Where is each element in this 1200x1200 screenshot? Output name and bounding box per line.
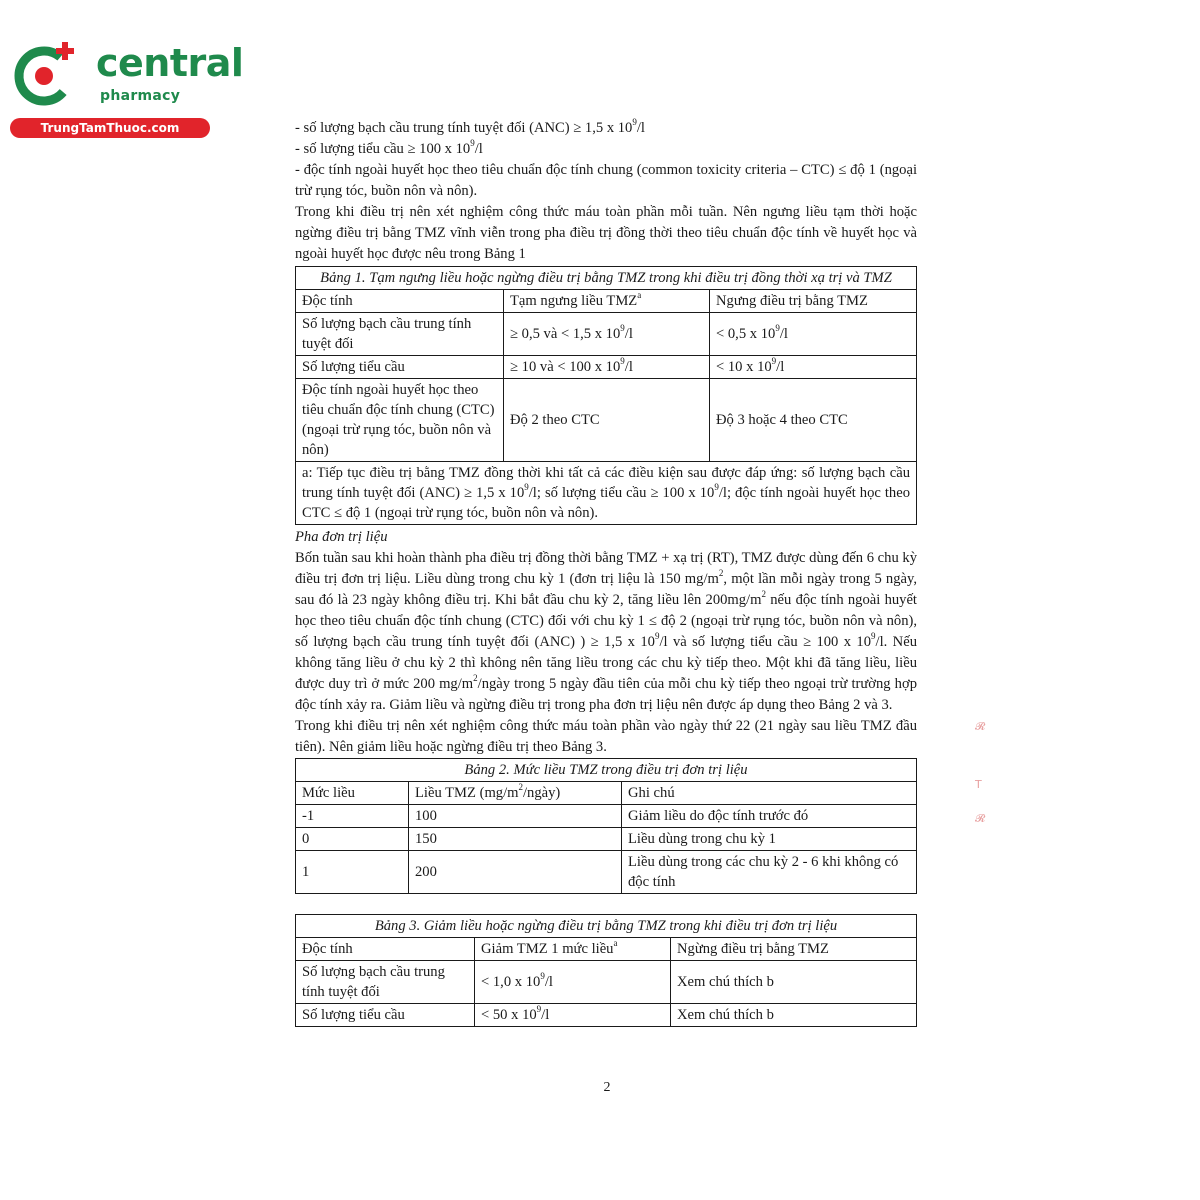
table-3 [295, 914, 917, 1027]
table-header-cell: Liều TMZ $(mg/m^2/ngày)$ [409, 782, 622, 805]
table-cell: < 10 x $10^9/l$ [710, 356, 917, 379]
table-cell: Số lượng tiểu cầu [296, 356, 504, 379]
table-cell: Độ 3 hoặc 4 theo CTC [710, 379, 917, 462]
margin-mark: 𝓡 [975, 812, 986, 825]
table-cell: < 0,5 x $10^9/l$ [710, 313, 917, 356]
table-cell: Giảm liều do độc tính trước đó [622, 805, 917, 828]
table-header-cell: Độc tính [296, 938, 475, 961]
table-header-cell: Ngừng điều trị bằng TMZ [671, 938, 917, 961]
table-row [296, 379, 917, 462]
document-body [295, 118, 917, 1027]
table-header-cell: Ngưng điều trị bằng TMZ [710, 290, 917, 313]
table-cell: ≥ 10 và < 100 x $10^9/l$ [504, 356, 710, 379]
paragraph: Trong khi điều trị nên xét nghiệm công thức máu toàn phần vào ngày thứ 22 (21 ngày sau liều TMZ đầu tiên). Nên giảm liều hoặc ngừng điều trị theo Bảng 3. [295, 718, 917, 755]
table-row [296, 1004, 917, 1027]
table-cell: Số lượng tiểu cầu [296, 1004, 475, 1027]
table-footnote: a: Tiếp tục điều trị bằng TMZ đồng thời khi tất cả các điều kiện sau được đáp ứng: số lượng bạch cầu trung tính tuyệt đối (ANC) ≥ 1,5 x $10^9/l$; số lượng tiểu cầu ≥ 100 x $10^9/l$; độc tính ngoài huyết học theo CTC ≤ độ 1 (ngoại trừ rụng tóc, buồn nôn và nôn). [296, 462, 917, 525]
table-cell: Xem chú thích b [671, 961, 917, 1004]
table-header-cell: Mức liều [296, 782, 409, 805]
table-cell: Độ 2 theo CTC [504, 379, 710, 462]
brand-url[interactable]: TrungTamThuoc.com [10, 118, 210, 138]
brand-subtitle: pharmacy [100, 88, 181, 104]
table-cell: Độc tính ngoài huyết học theo tiêu chuẩn độc tính chung (CTC) (ngoại trừ rụng tóc, buồn nôn và nôn) [296, 379, 504, 462]
table-caption: Bảng 1. Tạm ngưng liều hoặc ngừng điều trị bằng TMZ trong khi điều trị đồng thời xạ trị và TMZ [296, 267, 917, 290]
margin-mark: 𝓡 [975, 720, 986, 733]
table-row [296, 851, 917, 894]
central-logo-icon [10, 38, 82, 110]
criteria-item: - số lượng bạch cầu trung tính tuyệt đối (ANC) ≥ 1,5 x $10^9/l$ [295, 117, 645, 136]
paragraph: Bốn tuần sau khi hoàn thành pha điều trị đồng thời bằng TMZ + xạ trị (RT), TMZ được dùng đến 6 chu kỳ điều trị đơn trị liệu. Liều dùng trong chu kỳ 1 (đơn trị liệu là 150 $mg/m^2$, một lần mỗi ngày trong 5 ngày, sau đó là 23 ngày không điều trị. Khi bắt đầu chu kỳ 2, tăng liều lên $200mg/m^2$ nếu độc tính ngoài huyết học theo tiêu chuẩn độc tính chung (CTC) đối với chu kỳ 1 ≤ độ 2 (ngoại trừ rụng tóc, buồn nôn và nôn), số lượng bạch cầu trung tính tuyệt đối (ANC) ) ≥ 1,5 x $10^9/l$ và số lượng tiểu cầu ≥ 100 x $10^9/l$. Nếu không tăng liều ở chu kỳ 2 thì không nên tăng liều trong các chu kỳ tiếp theo. Một khi đã tăng liều, liều được duy trì ở mức 200 $mg/m^2$/ngày trong 5 ngày đầu tiên của mỗi chu kỳ tiếp theo ngoại trừ trường hợp độc tính xảy ra. Giảm liều và ngừng điều trị trong pha đơn trị liệu nên được áp dụng theo Bảng 2 và 3. [295, 550, 918, 713]
table-cell: < 50 x $10^9/l$ [475, 1004, 671, 1027]
page-number: 2 [603, 1080, 611, 1095]
table-header-row [296, 938, 917, 961]
table-cell: Liều dùng trong các chu kỳ 2 - 6 khi không có độc tính [622, 851, 917, 894]
table-header-row [296, 290, 917, 313]
criteria-item: - độc tính ngoài huyết học theo tiêu chuẩn độc tính chung (common toxicity criteria – CTC) ≤ độ 1 (ngoại trừ rụng tóc, buồn nôn và nôn). [295, 162, 917, 199]
table-row [296, 313, 917, 356]
margin-mark: T [975, 778, 982, 791]
table-header-cell: Độc tính [296, 290, 504, 313]
table-1 [295, 266, 917, 525]
table-row [296, 828, 917, 851]
table-row [296, 961, 917, 1004]
table-header-row [296, 782, 917, 805]
table-cell: 1 [296, 851, 409, 894]
table-cell: < 1,0 x $10^9/l$ [475, 961, 671, 1004]
table-row [296, 805, 917, 828]
table-cell: -1 [296, 805, 409, 828]
pharmacy-logo[interactable] [10, 38, 244, 138]
section-heading: Pha đơn trị liệu [295, 529, 388, 545]
table-header-cell: Ghi chú [622, 782, 917, 805]
paragraph: Trong khi điều trị nên xét nghiệm công thức máu toàn phần mỗi tuần. Nên ngưng liều tạm thời hoặc ngừng điều trị bằng TMZ vĩnh viễn trong pha điều trị đồng thời theo tiêu chuẩn độc tính về huyết học và ngoài huyết học được nêu trong Bảng 1 [295, 204, 917, 262]
criteria-item: - số lượng tiểu cầu ≥ 100 x $10^9/l$ [295, 138, 483, 157]
table-cell: 200 [409, 851, 622, 894]
table-cell: 0 [296, 828, 409, 851]
table-header-cell: Tạm ngưng liều TMZ$^a$ [504, 290, 710, 313]
table-2 [295, 758, 917, 894]
table-row [296, 356, 917, 379]
table-cell: 100 [409, 805, 622, 828]
table-cell: ≥ 0,5 và < 1,5 x $10^9/l$ [504, 313, 710, 356]
table-cell: 150 [409, 828, 622, 851]
margin-stamp-marks [975, 720, 995, 850]
table-caption: Bảng 2. Mức liều TMZ trong điều trị đơn trị liệu [296, 759, 917, 782]
table-cell: Số lượng bạch cầu trung tính tuyệt đối [296, 313, 504, 356]
table-header-cell: Giảm TMZ 1 mức liều$^a$ [475, 938, 671, 961]
table-caption: Bảng 3. Giảm liều hoặc ngừng điều trị bằng TMZ trong khi điều trị đơn trị liệu [296, 915, 917, 938]
table-cell: Số lượng bạch cầu trung tính tuyệt đối [296, 961, 475, 1004]
brand-name: central [96, 41, 244, 85]
table-cell: Xem chú thích b [671, 1004, 917, 1027]
table-cell: Liều dùng trong chu kỳ 1 [622, 828, 917, 851]
